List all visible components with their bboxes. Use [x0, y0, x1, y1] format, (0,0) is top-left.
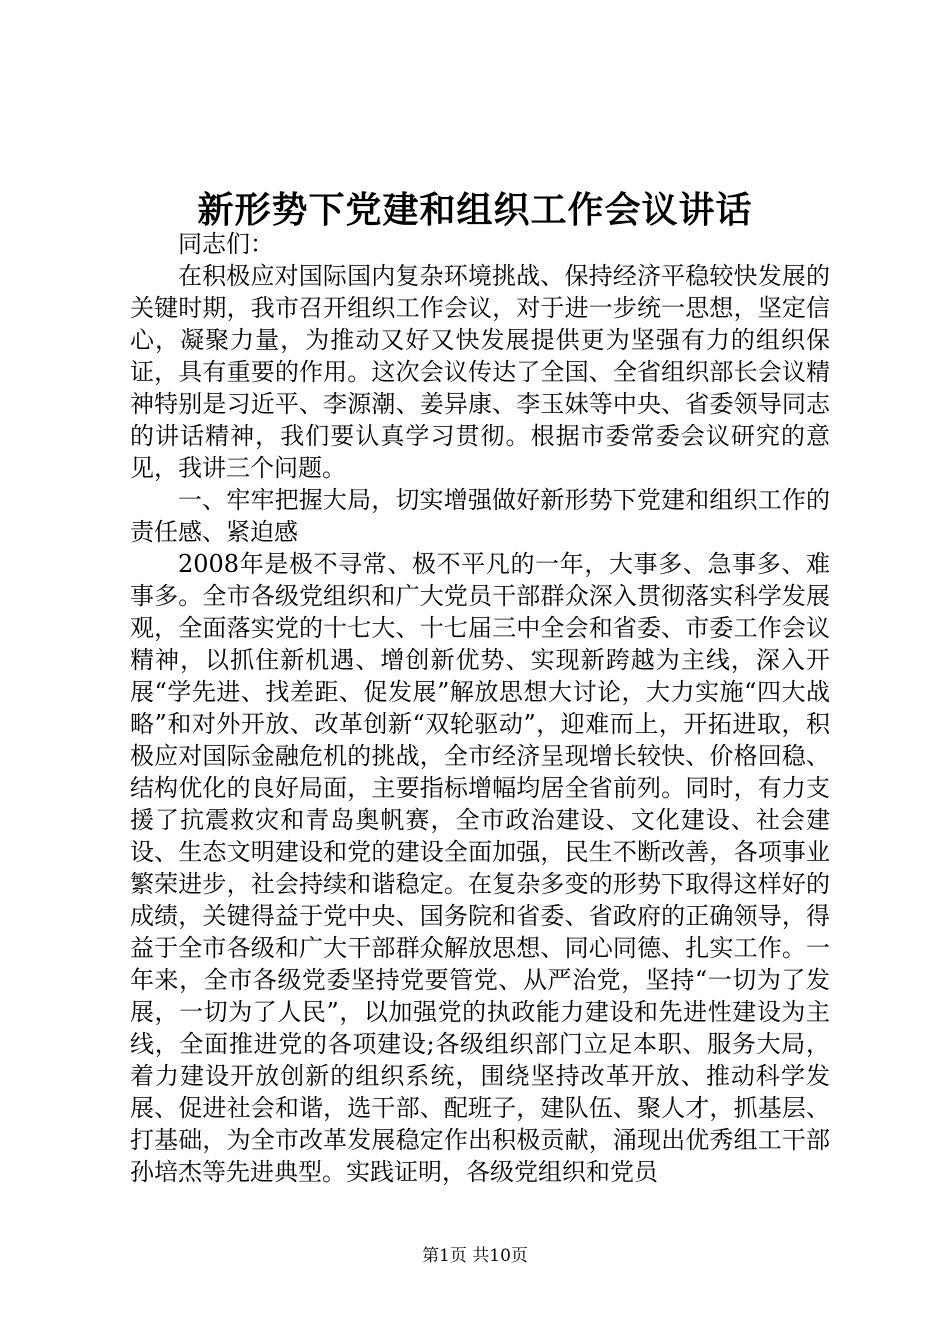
document-body — [130, 228, 830, 1188]
paragraph-intro: 在积极应对国际国内复杂环境挑战、保持经济平稳较快发展的关键时期，我市召开组织工作会议，对于进一步统一思想，坚定信心，凝聚力量，为推动又好又快发展提供更为坚强有力的组织保证，具有重要的作用。这次会议传达了全国、全省组织部长会议精神特别是习近平、李源潮、姜异康、李玉妹等中央、省委领导同志的讲话精神，我们要认真学习贯彻。根据市委常委会议研究的意见，我讲三个问题。 — [130, 262, 830, 482]
paragraph-body: 2008年是极不寻常、极不平凡的一年，大事多、急事多、难事多。全市各级党组织和广大党员干部群众深入贯彻落实科学发展观，全面落实党的十七大、十七届三中全会和省委、市委工作会议精神，以抓住新机遇、增创新优势、实现新跨越为主线，深入开展“学先进、找差距、促发展”解放思想大讨论，大力实施“四大战略”和对外开放、改革创新“双轮驱动”，迎难而上，开拓进取，积极应对国际金融危机的挑战，全市经济呈现增长较快、价格回稳、结构优化的良好局面，主要指标增幅均居全省前列。同时，有力支援了抗震救灾和青岛奥帆赛，全市政治建设、文化建设、社会建设、生态文明建设和党的建设全面加强，民生不断改善，各项事业繁荣进步，社会持续和谐稳定。在复杂多变的形势下取得这样好的成绩，关键得益于党中央、国务院和省委、省政府的正确领导，得益于全市各级和广大干部群众解放思想、同心同德、扎实工作。一年来，全市各级党委坚持党要管党、从严治党，坚持“一切为了发展，一切为了人民”，以加强党的执政能力建设和先进性建设为主线，全面推进党的各项建设;各级组织部门立足本职、服务大局，着力建设开放创新的组织系统，围绕坚持改革开放、推动科学发展、促进社会和谐，选干部、配班子，建队伍、聚人才，抓基层、打基础，为全市改革发展稳定作出积极贡献，涌现出优秀组工干部孙培杰等先进典型。实践证明，各级党组织和党员 — [130, 550, 830, 1186]
document-title: 新形势下党建和组织工作会议讲话 — [197, 189, 753, 231]
page-footer: 第1页 共10页 — [422, 1246, 528, 1266]
salutation: 同志们： — [178, 230, 274, 258]
section-heading-1: 一、牢牢把握大局，切实增强做好新形势下党建和组织工作的责任感、紧迫感 — [130, 486, 830, 546]
